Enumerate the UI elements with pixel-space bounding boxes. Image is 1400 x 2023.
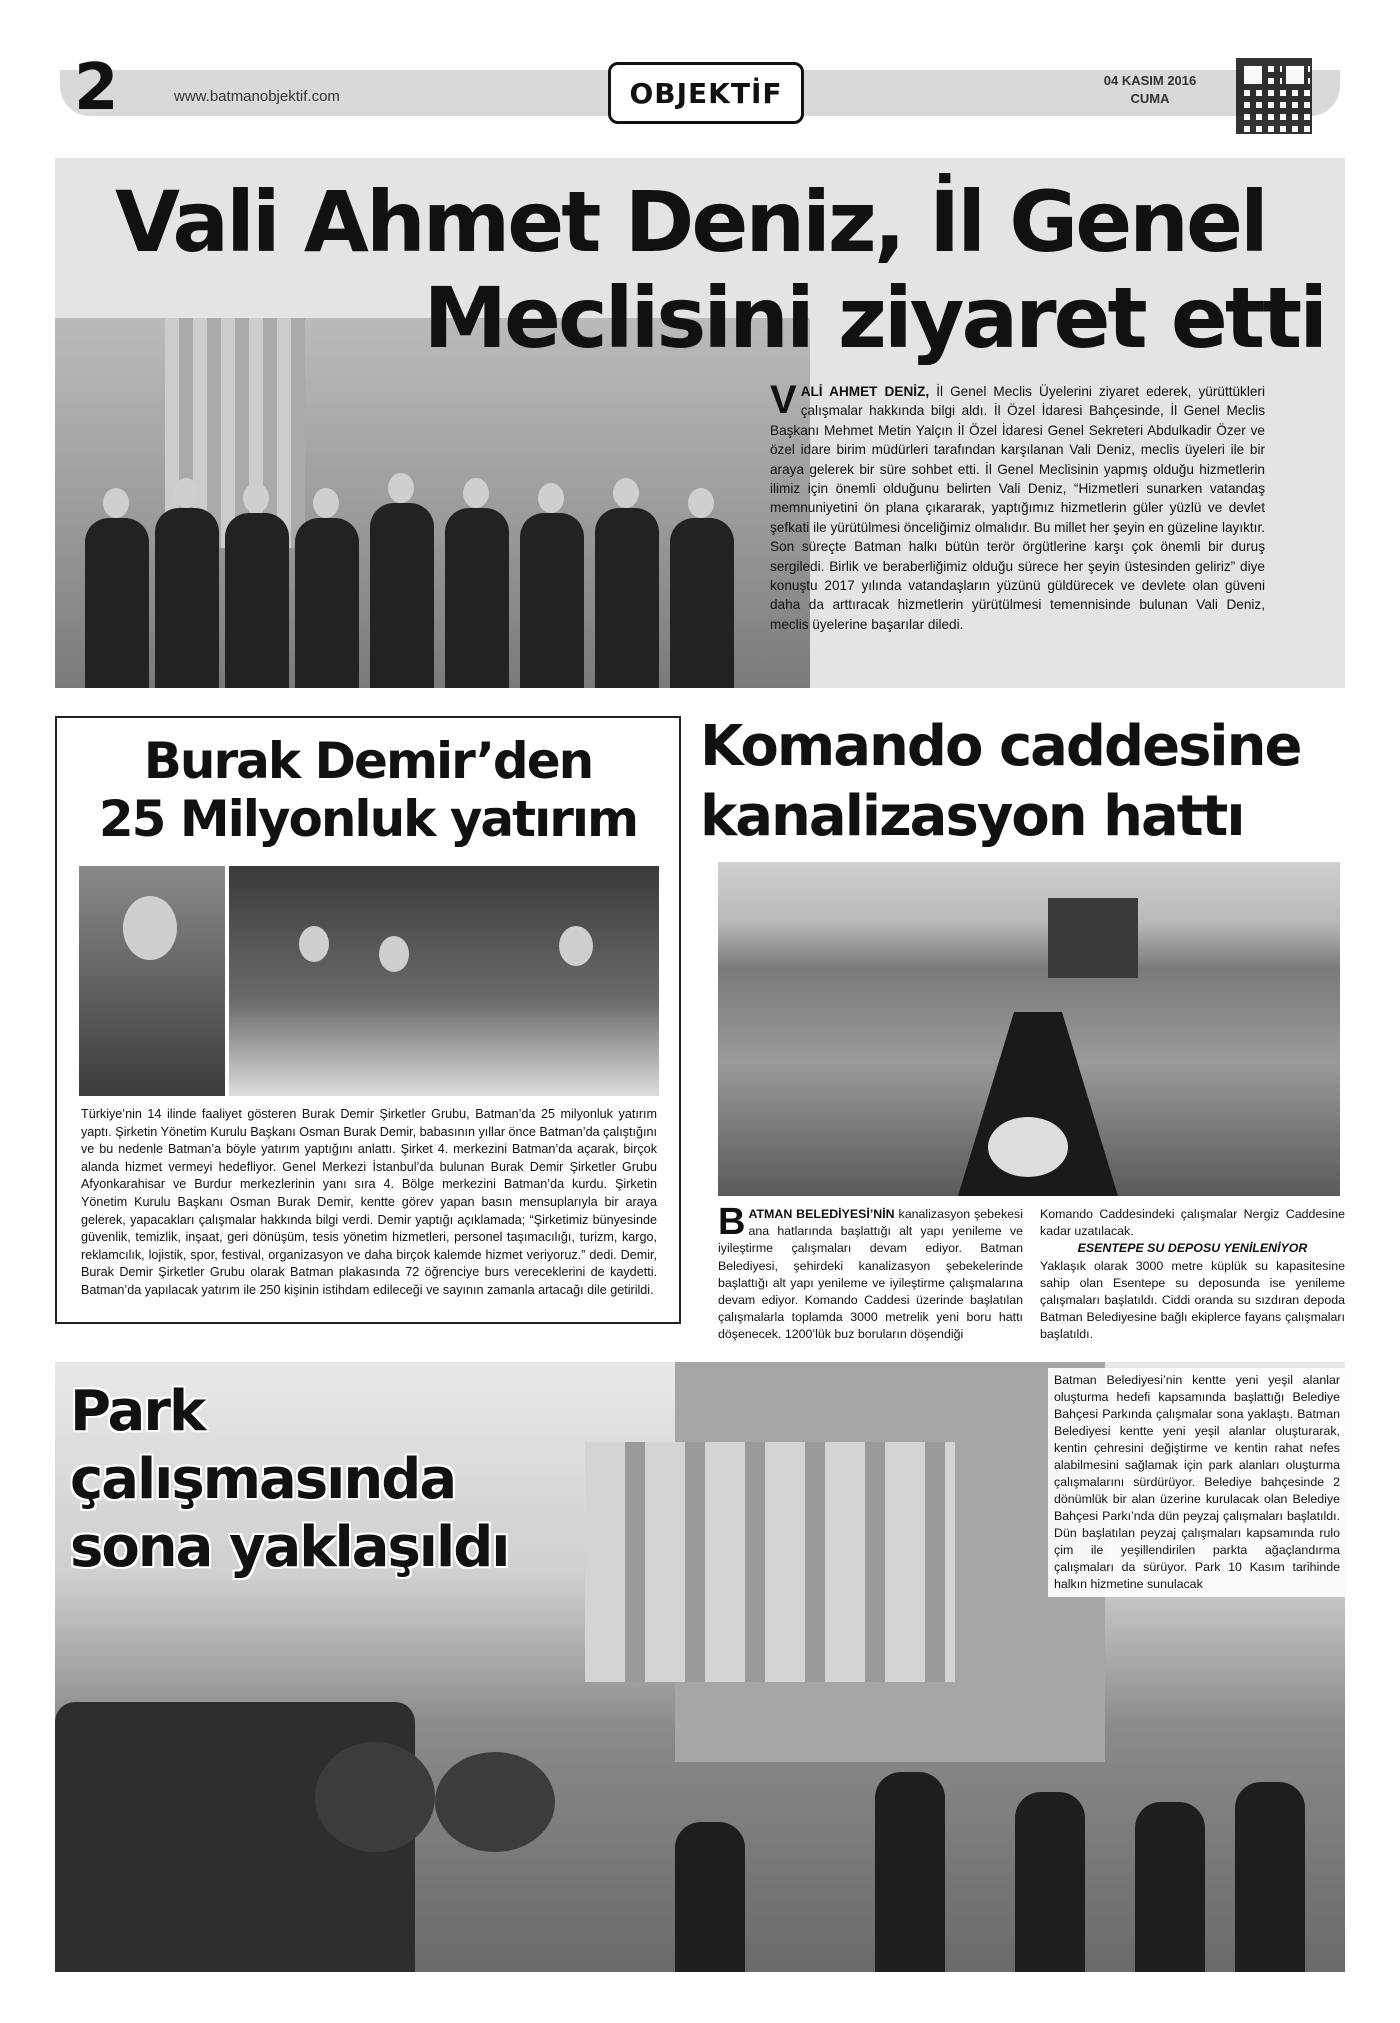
article-body-park: Batman Belediyesi’nin kentte yeni yeşil alanlar oluşturma hedefi kapsamında başlattığı Belediye Bahçesi Parkında çalışmalar sona yaklaştı. Batman Belediyesi kentte yeni yeşil alanlar oluşturarak, kentin çehresini değiştirme ve kentin rahat nefes alabilmesini sağlamak için park alanları oluşturma çalışmalarını sürdürüyor. Belediye bahçesinde 2 dönümlük bir alan üzerine kurulacak olan Belediye Bahçesi Parkı’nda dün peyzaj çalışmaları başlatıldı. Dün başlatılan peyzaj çalışmaları kapsamında rulo çim ile yeşillendirilen parkta ağaçlandırma çalışmaları da sürüyor. Park 10 Kasım tarihinde halkın hizmetine sunulacak: [1048, 1368, 1346, 1597]
article-burak-demir: [55, 716, 681, 1324]
body-text: kanalizasyon şebekesi ana hatlarında başlattığı alt yapı yenileme ve iyileştirme çalışmaları devam ediyor. Batman Belediyesi, şehirdeki kanalizasyon şebekelerinde başlattığı alt yapı yenileme ve iyileştirme çalışmalarına devam ediyor. Komando Caddesi üzerinde başlatılan çalışmalarla toplamda 3000 metrelik yeni boru hattı döşenecek. 1200’lük buz boruların döşendiği: [718, 1207, 1023, 1342]
building-shape-2: [585, 1442, 955, 1682]
page-number: 2: [74, 51, 119, 125]
headline-line-1: Vali Ahmet Deniz, İl Genel: [115, 173, 1266, 271]
article-body-komando-col1: [718, 1201, 1023, 1344]
website-url[interactable]: www.batmanobjektif.com: [174, 88, 340, 105]
page-header: [60, 52, 1340, 132]
headline-governor-visit: [85, 174, 1325, 366]
headline-line-3: sona yaklaşıldı: [70, 1515, 509, 1580]
issue-date: [1080, 72, 1220, 108]
excavation-photo: [718, 862, 1340, 1196]
headline-park: [70, 1378, 590, 1582]
pipe-shape: [988, 1117, 1068, 1177]
subheading: ESENTEPE SU DEPOSU YENİLENİYOR: [1077, 1241, 1308, 1256]
article-body-komando-col2: [1040, 1206, 1345, 1344]
press-meeting-photo: [229, 866, 659, 1096]
headline-line-2: kanalizasyon hattı: [700, 784, 1244, 849]
newspaper-logo: [608, 62, 804, 124]
logo-text: OBJEKTİF: [629, 76, 783, 110]
date-text: 04 KASIM 2016: [1103, 73, 1197, 88]
headline-line-1: Burak Demir’den: [143, 732, 593, 790]
headline-line-2: Meclisini ziyaret etti: [423, 269, 1325, 367]
lead-text: ALİ AHMET DENİZ,: [800, 384, 930, 399]
qr-code-icon: [1236, 58, 1312, 134]
body-text: Komando Caddesindeki çalışmalar Nergiz Caddesine kadar uzatılacak.: [1040, 1207, 1345, 1239]
headline-burak-demir: [57, 732, 679, 848]
headline-line-2: 25 Milyonluk yatırım: [98, 790, 638, 848]
body-text-2: Yaklaşık olarak 3000 metre küplük su kapasitesine sahip olan Esentepe su deposunda ise yenileme çalışmaları başlatıldı. Ciddi oranda su sızdıran depoda Batman Belediyesine bağlı ekiplerce fayans çalışmaları başlatıldı.: [1040, 1258, 1345, 1342]
group-photo: [55, 318, 810, 688]
dropcap: B: [718, 1201, 746, 1243]
portrait-photo: [79, 866, 225, 1096]
excavator-shape: [1048, 898, 1138, 978]
headline-komando-caddesi: [700, 712, 1350, 852]
headline-line-1: Park: [70, 1379, 205, 1444]
dropcap: V: [770, 378, 797, 422]
headline-line-2: çalışmasında: [70, 1447, 456, 1512]
weekday-text: CUMA: [1130, 91, 1170, 106]
article-body-governor: [770, 378, 1265, 634]
article-body-burak-demir: Türkiye’nin 14 ilinde faaliyet gösteren Burak Demir Şirketler Grubu, Batman’da 25 milyonluk yatırım yaptı. Şirketin Yönetim Kurulu Başkanı Osman Burak Demir, babasının yıllar önce Batman’da çalıştığını ve bu nedenle Batman’a böyle yatırım yaptığını anlattı. Şirket 4. merkezini Batman’da açarak, birçok alanda hizmet vermeyi hedefliyor. Genel Merkezi İstanbul’da bulunan Burak Demir Şirketler Grubu Afyonkarahisar ve Burdur merkezlerinin yanı sıra 4. Bölge merkezini Batman’da kurdu. Şirketin Yönetim Kurulu Başkanı Osman Burak Demir, kentte görev yapan basın mensuplarıyla bir araya gelerek, yapacakları çalışmalar hakkında bilgi verdi. Demir yaptığı açıklamada; “Şirketimiz bünyesinde güvenlik, temizlik, inşaat, geri dönüşüm, tesis yönetim hizmetleri, personel taşımacılığı, turizm, kargo, reklamcılık, lojistik, spor, festival, organizasyon ve daha birçok kalemde hizmet veriyoruz.” dedi. Demir, Burak Demir Şirketler Grubu olarak Batman plakasında 72 öğrenciye burs vereceklerini de kaydetti. Batman’da yapılacak yatırım ile 250 kişinin istihdam edileceği ve sayının zamanla artacağı dile getirildi.: [81, 1107, 657, 1297]
headline-line-1: Komando caddesine: [700, 714, 1301, 779]
body-text: İl Genel Meclis Üyelerini ziyaret ederek, yürüttükleri çalışmalar hakkında bilgi aldı. İl Özel İdaresi Bahçesinde, İl Genel Meclis Başkanı Mehmet Metin Yalçın İl Özel İdaresi Genel Sekreteri Abdulkadir Özer ve özel idare birim müdürleri tarafından karşılanan Vali Deniz, meclis üyeleri ile bir araya gelerek bir süre sohbet etti. İl Genel Meclisinin yapmış olduğu hizmetlerin ilimiz için önemli olduğunu belirten Vali Deniz, “Hizmetleri sunarken vatandaş memnuniyetini ön plana çıkararak, yaptığımız hizmetlerin güler yüzlü ve devlet şefkati ile yürütülmesi önceliğimiz olmalıdır. Bu millet her şeyin en güzeline layıktır. Son süreçte Batman halkı bütün terör örgütlerine karşı çok önemli bir duruş sergiledi. Birlik ve beraberliğimiz olduğu sürece her şeyin üstesinden geliriz” diye konuştu 2017 yılında vatandaşların yüzünü güldürecek ve devlete olan güveni daha da arttıracak hizmetlerin yürütülmesi temennisinde bulunan Vali Deniz, meclis üyelerine başarılar diledi.: [770, 384, 1265, 632]
lead-text: ATMAN BELEDİYESİ’NİN: [748, 1207, 895, 1221]
